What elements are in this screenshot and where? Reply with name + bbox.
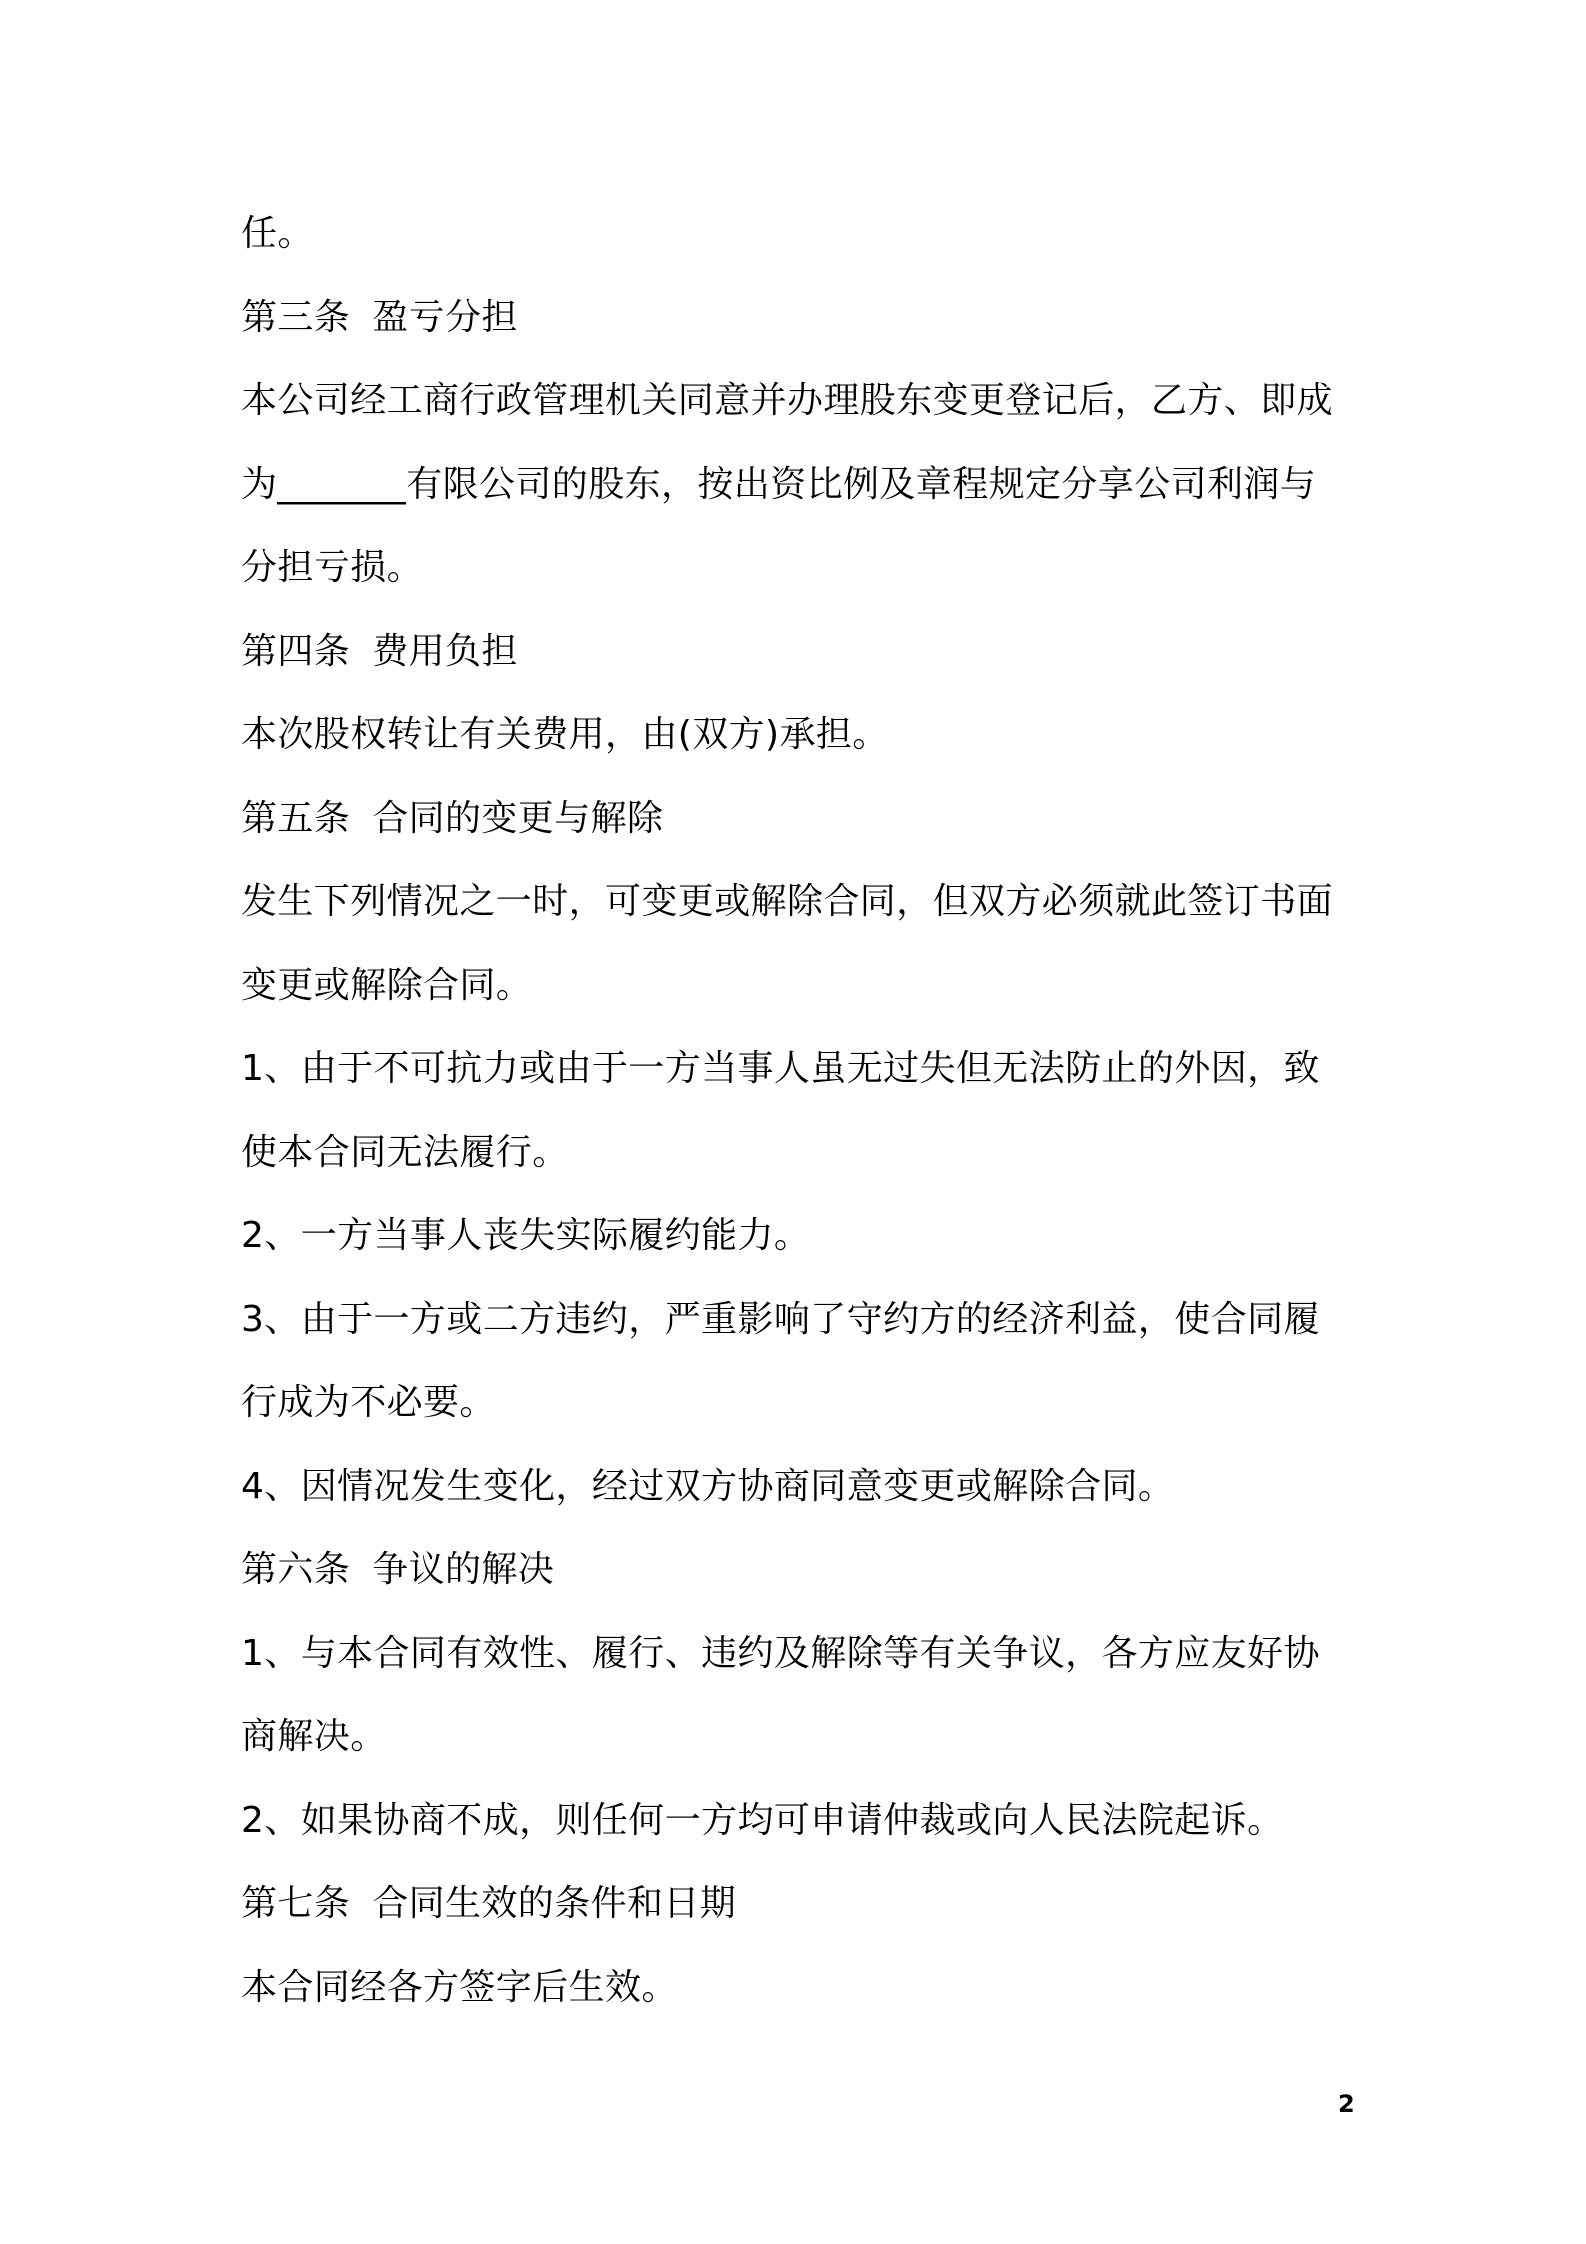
article-heading	[241, 1528, 1361, 1612]
article-title: 争议的解决	[372, 1549, 555, 1590]
article-heading	[241, 276, 1361, 360]
list-item-line: 3、由于一方或二方违约，严重影响了守约方的经济利益，使合同履	[241, 1298, 1320, 1340]
list-item-line: 2、如果协商不成，则任何一方均可申请仲裁或向人民法院起诉。	[241, 1799, 1284, 1841]
article-title: 合同生效的条件和日期	[372, 1883, 737, 1924]
body-line: 本公司经工商行政管理机关同意并办理股东变更登记后，乙方、即成	[241, 380, 1334, 421]
body-line: 本次股权转让有关费用，由(双方)承担。	[241, 714, 889, 755]
article-heading	[241, 1862, 1361, 1946]
list-item-line: 1、与本合同有效性、履行、违约及解除等有关争议，各方应友好协	[241, 1632, 1320, 1674]
list-item-line: 行成为不必要。	[241, 1382, 496, 1423]
page-number: 2	[1338, 2090, 1355, 2118]
article-number: 第四条	[241, 630, 351, 672]
list-item-line: 2、一方当事人丧失实际履约能力。	[241, 1215, 811, 1256]
document-body	[241, 192, 1361, 2029]
list-item-line: 使本合同无法履行。	[241, 1131, 569, 1173]
article-title: 合同的变更与解除	[372, 797, 664, 839]
body-line: 发生下列情况之一时，可变更或解除合同，但双方必须就此签订书面	[241, 881, 1334, 922]
article-title: 费用负担	[372, 630, 518, 672]
list-item-line: 4、因情况发生变化，经过双方协商同意变更或解除合同。	[241, 1465, 1175, 1507]
body-line: 分担亏损。	[241, 547, 424, 588]
article-title: 盈亏分担	[372, 296, 518, 338]
article-number: 第三条	[241, 296, 351, 338]
article-number: 第五条	[241, 797, 351, 839]
body-line: 变更或解除合同。	[241, 964, 533, 1006]
article-number: 第七条	[241, 1883, 351, 1924]
list-item-line: 1、由于不可抗力或由于一方当事人虽无过失但无法防止的外因，致	[241, 1048, 1320, 1089]
article-number: 第六条	[241, 1549, 351, 1590]
body-line: 任。	[241, 213, 314, 254]
list-item-line: 商解决。	[241, 1716, 387, 1757]
body-line: 为_______有限公司的股东，按出资比例及章程规定分享公司利润与	[241, 463, 1317, 505]
article-heading	[241, 777, 1361, 861]
body-line: 本合同经各方签字后生效。	[241, 1966, 678, 2008]
article-heading	[241, 610, 1361, 694]
